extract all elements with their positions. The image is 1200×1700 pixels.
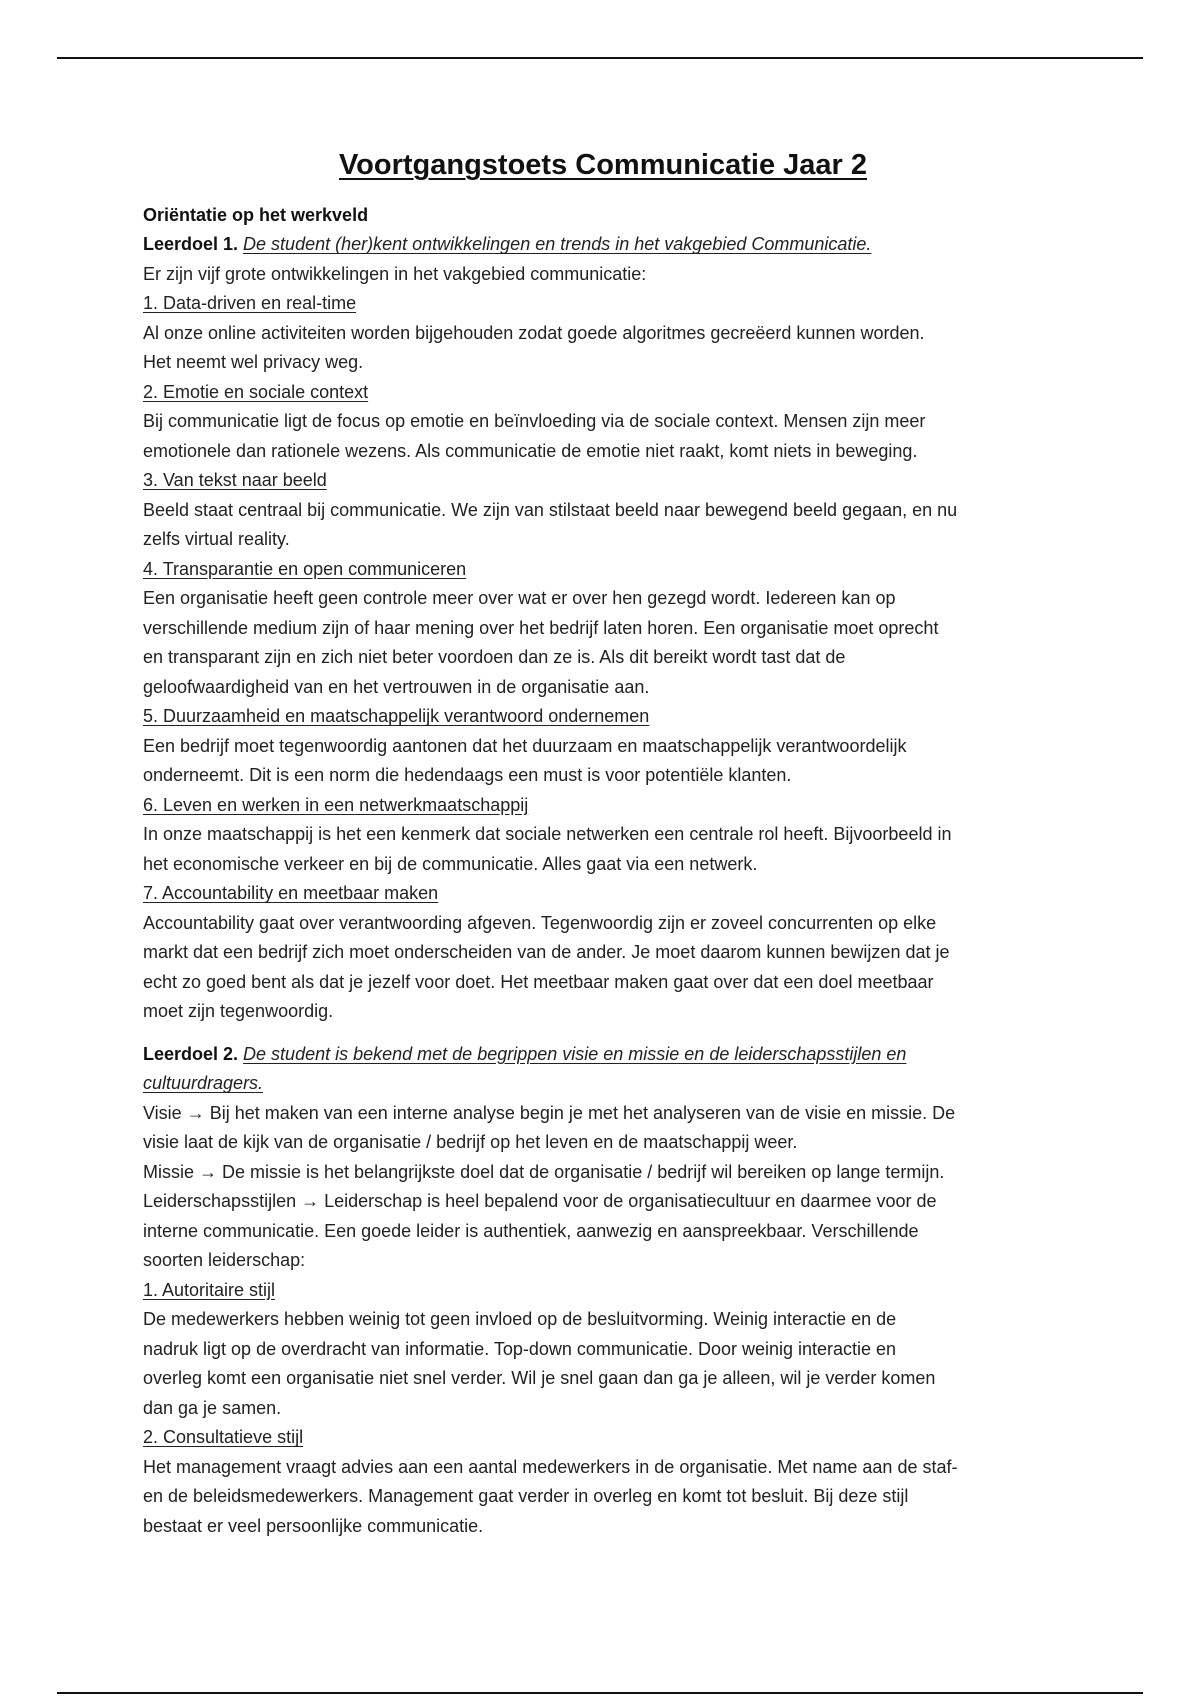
leerdoel-1-label: Leerdoel 1.: [143, 234, 244, 255]
document-title: Voortgangstoets Communicatie Jaar 2: [338, 149, 868, 181]
trends-list: [143, 289, 1063, 1027]
leerdoel-2: [143, 1040, 1063, 1070]
trend-text: het economische verkeer en bij de communicatie. Alles gaat via een netwerk.: [143, 853, 758, 874]
styles-list: [143, 1276, 1063, 1542]
concept-text: soorten leiderschap:: [143, 1250, 306, 1271]
document-body: [143, 140, 1063, 1541]
trend-text: Accountability gaat over verantwoording afgeven. Tegenwoordig zijn er zoveel concurrenten op elke: [143, 912, 937, 933]
leerdoel-2-continued: [143, 1069, 1063, 1099]
trend-text: zelfs virtual reality.: [143, 529, 290, 550]
style-text: Het management vraagt advies aan een aantal medewerkers in de organisatie. Met name aan de staf-: [143, 1456, 958, 1477]
trend-heading: 2. Emotie en sociale context: [143, 381, 369, 402]
paragraph-gap: [143, 1027, 1063, 1040]
trend-text: moet zijn tegenwoordig.: [143, 1001, 334, 1022]
style-text: De medewerkers hebben weinig tot geen invloed op de besluitvorming. Weinig interactie en de: [143, 1309, 897, 1330]
trend-heading: 1. Data-driven en real-time: [143, 293, 357, 314]
trend-text: Het neemt wel privacy weg.: [143, 352, 364, 373]
trend-text: en transparant zijn en zich niet beter voordoen dan ze is. Als dit bereikt wordt tast dat de: [143, 647, 846, 668]
trend-heading: 7. Accountability en meetbaar maken: [143, 883, 439, 904]
leerdoel-2-text: De student is bekend met de begrippen visie en missie en de leiderschapsstijlen en: [243, 1043, 907, 1064]
leerdoel-2-text-continued: cultuurdragers.: [143, 1073, 264, 1094]
leerdoel-2-label: Leerdoel 2.: [143, 1043, 244, 1064]
concept-text: visie laat de kijk van de organisatie / bedrijf op het leven en de maatschappij weer.: [143, 1132, 798, 1153]
style-heading: 1. Autoritaire stijl: [143, 1279, 276, 1300]
trend-text: geloofwaardigheid van en het vertrouwen in de organisatie aan.: [143, 676, 650, 697]
intro-text: Er zijn vijf grote ontwikkelingen in het vakgebied communicatie:: [143, 263, 647, 284]
header-rule: [57, 57, 1143, 59]
concept-text: Missie → De missie is het belangrijkste doel dat de organisatie / bedrijf wil bereiken op lange termijn.: [143, 1161, 945, 1182]
style-text: bestaat er veel persoonlijke communicatie.: [143, 1515, 484, 1536]
concept-text: interne communicatie. Een goede leider is authentiek, aanwezig en aanspreekbaar. Verschillende: [143, 1220, 919, 1241]
trend-heading: 4. Transparantie en open communiceren: [143, 558, 467, 579]
trend-text: Al onze online activiteiten worden bijgehouden zodat goede algoritmes gecreëerd kunnen worden.: [143, 322, 925, 343]
concept-text: Visie → Bij het maken van een interne analyse begin je met het analyseren van de visie en missie. De: [143, 1102, 956, 1123]
style-text: dan ga je samen.: [143, 1397, 282, 1418]
style-heading: 2. Consultatieve stijl: [143, 1427, 304, 1448]
trend-text: Beeld staat centraal bij communicatie. We zijn van stilstaat beeld naar bewegend beeld gegaan, en nu: [143, 499, 958, 520]
trend-text: In onze maatschappij is het een kenmerk dat sociale netwerken een centrale rol heeft. Bijvoorbeeld in: [143, 824, 952, 845]
style-text: en de beleidsmedewerkers. Management gaat verder in overleg en komt tot besluit. Bij deze stijl: [143, 1486, 909, 1507]
style-text: nadruk ligt op de overdracht van informatie. Top-down communicatie. Door weinig interactie en: [143, 1338, 897, 1359]
trend-text: Een bedrijf moet tegenwoordig aantonen dat het duurzaam en maatschappelijk verantwoordelijk: [143, 735, 907, 756]
trend-heading: 6. Leven en werken in een netwerkmaatschappij: [143, 794, 529, 815]
trend-text: emotionele dan rationele wezens. Als communicatie de emotie niet raakt, komt niets in beweging.: [143, 440, 918, 461]
style-text: overleg komt een organisatie niet snel verder. Wil je snel gaan dan ga je alleen, wil je verder komen: [143, 1368, 936, 1389]
trend-text: verschillende medium zijn of haar mening over het bedrijf laten horen. Een organisatie moet oprecht: [143, 617, 939, 638]
leerdoel-1: [143, 230, 1063, 260]
trend-heading: 3. Van tekst naar beeld: [143, 470, 327, 491]
trend-text: markt dat een bedrijf zich moet onderscheiden van de ander. Je moet daarom kunnen bewijzen dat je: [143, 942, 950, 963]
concept-text: Leiderschapsstijlen → Leiderschap is heel bepalend voor de organisatiecultuur en daarmee voor de: [143, 1191, 937, 1212]
trend-text: echt zo goed bent als dat je jezelf voor doet. Het meetbaar maken gaat over dat een doel meetbaar: [143, 971, 934, 992]
concepts-block: [143, 1099, 1063, 1276]
trend-text: Een organisatie heeft geen controle meer over wat er over hen gezegd wordt. Iedereen kan op: [143, 588, 896, 609]
section-title: Oriëntatie op het werkveld: [143, 204, 369, 225]
trend-text: onderneemt. Dit is een norm die hedendaags een must is voor potentiële klanten.: [143, 765, 792, 786]
trend-heading: 5. Duurzaamheid en maatschappelijk verantwoord ondernemen: [143, 706, 650, 727]
footer-rule: [57, 1692, 1143, 1694]
trend-text: Bij communicatie ligt de focus op emotie en beïnvloeding via de sociale context. Mensen zijn meer: [143, 411, 926, 432]
leerdoel-1-text: De student (her)kent ontwikkelingen en trends in het vakgebied Communicatie.: [243, 234, 872, 255]
